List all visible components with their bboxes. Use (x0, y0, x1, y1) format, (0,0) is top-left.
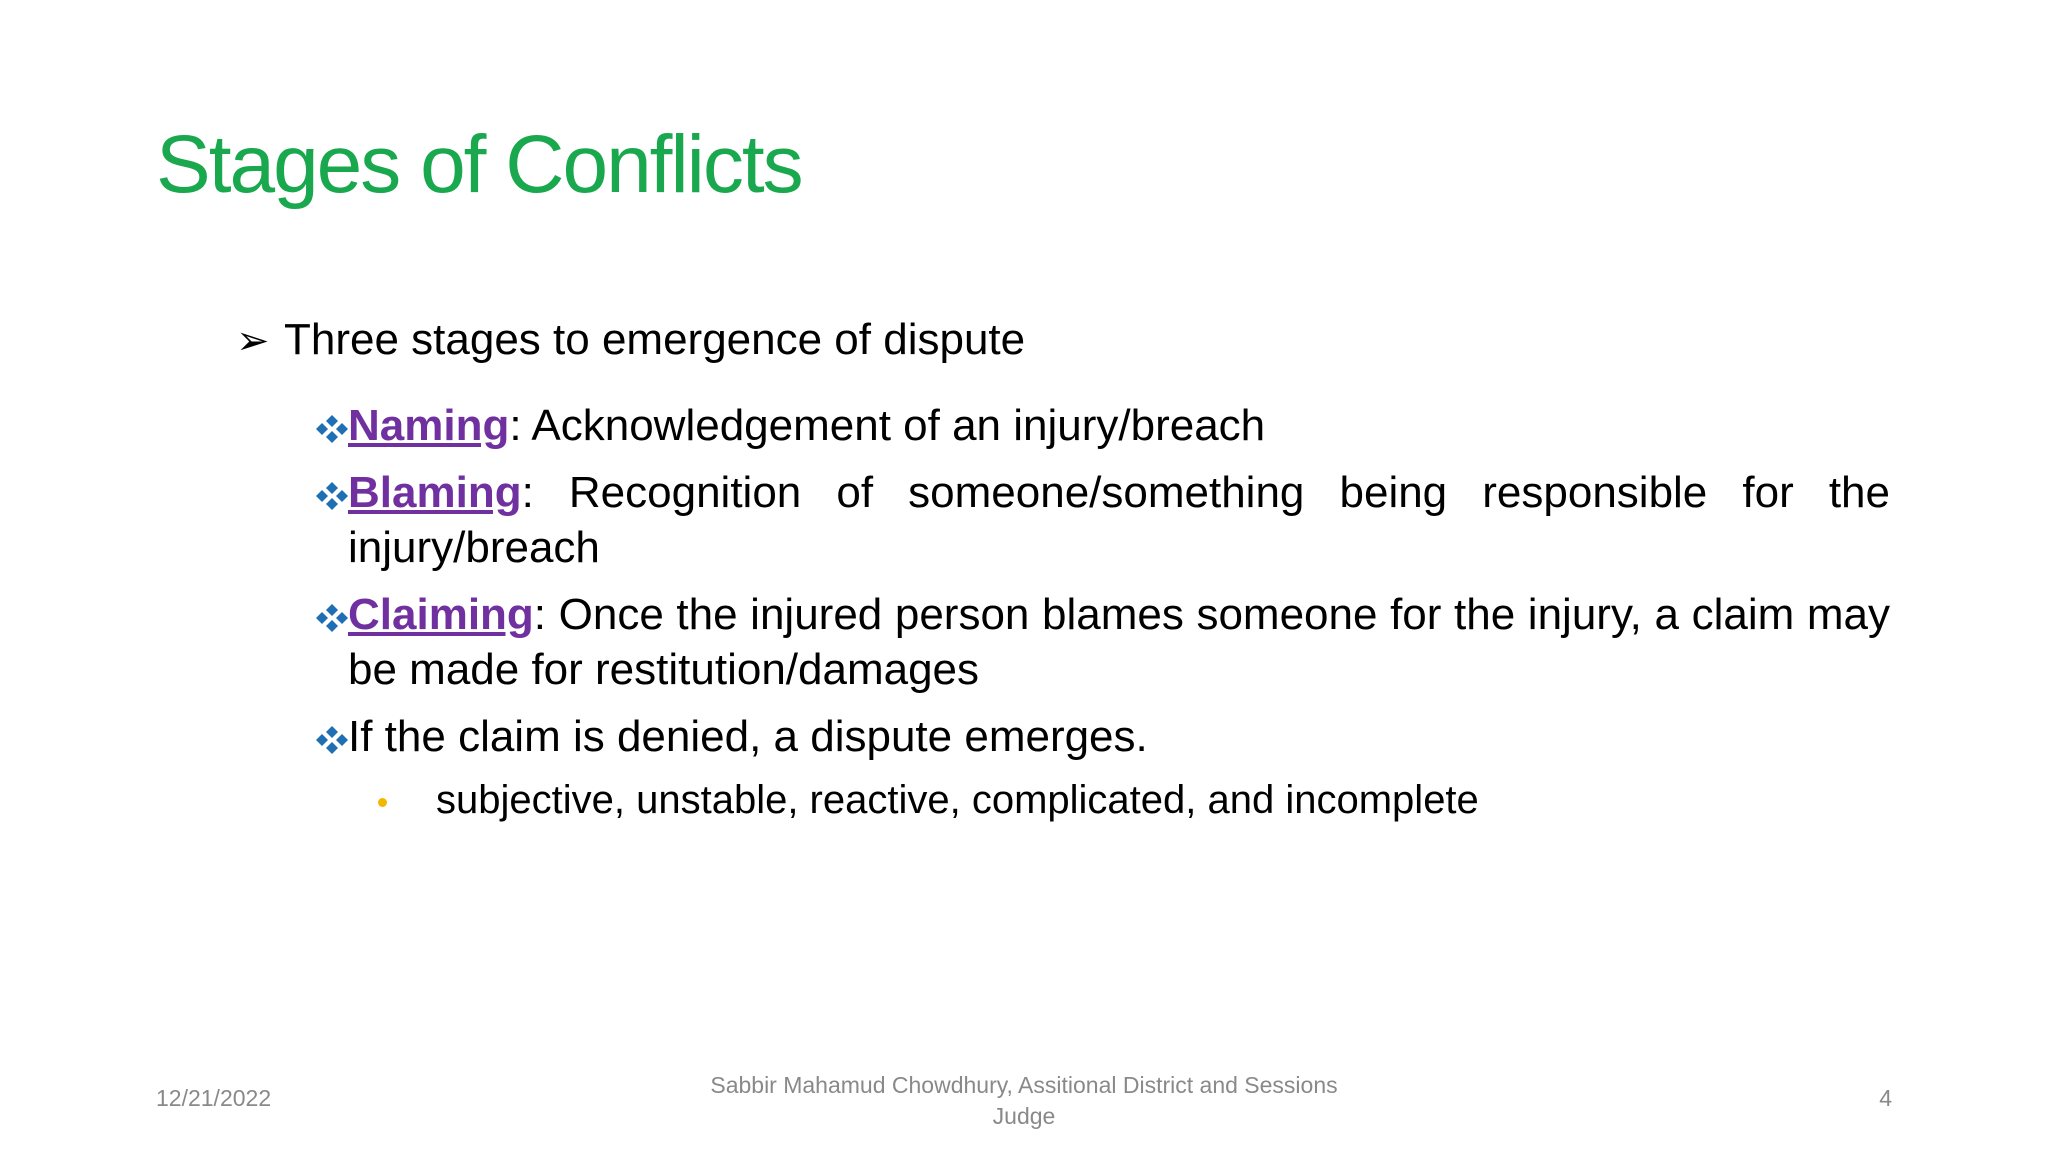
footer-date: 12/21/2022 (156, 1085, 272, 1111)
footer-author (690, 1070, 1358, 1132)
dot-bullet-icon (378, 798, 387, 807)
sub-point (384, 772, 1479, 828)
diamond-bullet-icon (314, 603, 350, 633)
page-number: 4 (1879, 1085, 1892, 1111)
footer-author-line2: Judge (992, 1103, 1056, 1129)
diamond-bullet-icon (314, 414, 350, 444)
item-text: If the claim is denied, a dispute emerges. (348, 712, 1148, 761)
list-item-claiming (312, 587, 1890, 697)
term-claiming: Claiming (348, 590, 534, 639)
diamond-bullet-icon (314, 481, 350, 511)
list-item-naming (312, 398, 1890, 453)
item-text: : Recognition of someone/something being responsible for the injury/breach (348, 468, 1890, 572)
list-item-blaming (312, 465, 1890, 575)
item-text: : Once the injured person blames someone for the injury, a claim may be made for restitution/damages (348, 590, 1890, 694)
item-text: : Acknowledgement of an injury/breach (509, 401, 1266, 450)
slide-title: Stages of Conflicts (156, 119, 802, 210)
arrow-bullet-icon: ➢ (236, 319, 270, 363)
main-point (236, 312, 1025, 369)
sub-point-text: subjective, unstable, reactive, complicated, and incomplete (436, 778, 1479, 822)
footer-author-line1: Sabbir Mahamud Chowdhury, Assitional District and Sessions (710, 1072, 1338, 1098)
list-item-denied (312, 709, 1890, 764)
term-blaming: Blaming (348, 468, 522, 517)
main-point-text: Three stages to emergence of dispute (284, 315, 1026, 364)
stage-list (312, 398, 1890, 776)
term-naming: Naming (348, 401, 510, 450)
diamond-bullet-icon (314, 725, 350, 755)
